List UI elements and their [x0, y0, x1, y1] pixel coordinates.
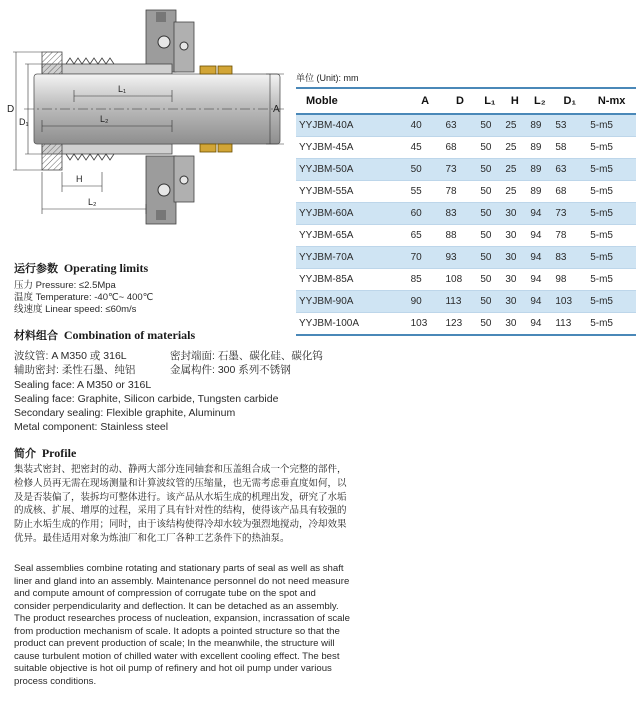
table-cell: 5-m5: [587, 159, 636, 181]
profile-en-paragraph: Seal assemblies combine rotating and stationary parts of seal as well as shaft liner and gland into an assembly. Maintenance personnel do not need measure and compute amount of compression of corrugate tube on the spot and consider perpendicularity and deflection. It can be detached as an assembly. The product researches process of nucleation, expansion, incrassation of scale from production mechanism of scale. It adopts a pointed structure so that the product can prevent production of scale; In the meanwhile, the structure will cause turbulent motion of chilled water with excellent cooling effect. The best suitable objective is hot oil pump of refinery and hot oil pump under various process conditions.: [14, 563, 350, 687]
table-cell: 83: [442, 203, 477, 225]
model-cell: YYJBM-85A: [296, 269, 408, 291]
table-cell: 40: [408, 114, 443, 137]
table-cell: 5-m5: [587, 137, 636, 159]
table-cell: 113: [552, 313, 587, 336]
table-cell: 90: [408, 291, 443, 313]
table-cell: 5-m5: [587, 269, 636, 291]
material-en-line-4: Metal component: Stainless steel: [14, 421, 169, 433]
table-cell: 94: [527, 313, 552, 336]
dim-L1-label: L₁: [118, 84, 127, 94]
table-cell: 68: [552, 181, 587, 203]
model-cell: YYJBM-90A: [296, 291, 408, 313]
table-cell: 50: [477, 114, 502, 137]
header-L1: L₁: [477, 88, 502, 114]
material-en-line-3: Secondary sealing: Flexible graphite, Aluminum: [14, 407, 236, 419]
table-cell: 113: [442, 291, 477, 313]
table-cell: 5-m5: [587, 114, 636, 137]
material-metal-zh: 金属构件: 300 系列不锈钢: [170, 364, 291, 376]
dim-L2-bottom-label: L₂: [88, 197, 97, 207]
model-cell: YYJBM-45A: [296, 137, 408, 159]
model-cell: YYJBM-60A: [296, 203, 408, 225]
table-header-row: [296, 88, 636, 114]
table-cell: 58: [552, 137, 587, 159]
table-cell: 83: [552, 247, 587, 269]
profile-title-zh: 简介: [14, 447, 36, 460]
table-row: [296, 137, 636, 159]
dim-L2-inner-label: L₂: [100, 114, 109, 124]
table-cell: 25: [502, 181, 527, 203]
table-cell: 25: [502, 137, 527, 159]
table-cell: 50: [477, 203, 502, 225]
table-cell: 98: [552, 269, 587, 291]
table-row: [296, 269, 636, 291]
header-D1: D₁: [552, 88, 587, 114]
model-cell: YYJBM-65A: [296, 225, 408, 247]
model-cell: YYJBM-40A: [296, 114, 408, 137]
table-cell: 50: [408, 159, 443, 181]
table-cell: 94: [527, 247, 552, 269]
table-cell: 30: [502, 313, 527, 336]
table-row: [296, 313, 636, 336]
table-cell: 94: [527, 203, 552, 225]
model-cell: YYJBM-55A: [296, 181, 408, 203]
table-row: [296, 181, 636, 203]
table-cell: 50: [477, 247, 502, 269]
table-row: [296, 203, 636, 225]
header-L2: L₂: [527, 88, 552, 114]
table-cell: 89: [527, 159, 552, 181]
model-cell: YYJBM-100A: [296, 313, 408, 336]
table-cell: 25: [502, 159, 527, 181]
model-cell: YYJBM-50A: [296, 159, 408, 181]
material-en-line-1: Sealing face: A M350 or 316L: [14, 379, 152, 391]
table-cell: 85: [408, 269, 443, 291]
header-H: H: [502, 88, 527, 114]
table-cell: 5-m5: [587, 181, 636, 203]
table-cell: 108: [442, 269, 477, 291]
table-cell: 78: [552, 225, 587, 247]
table-cell: 94: [527, 269, 552, 291]
table-cell: 88: [442, 225, 477, 247]
header-N-mx: N-mx: [587, 88, 636, 114]
table-cell: 30: [502, 203, 527, 225]
table-cell: 50: [477, 291, 502, 313]
table-row: [296, 247, 636, 269]
profile-title-en: Profile: [41, 446, 77, 460]
table-cell: 30: [502, 225, 527, 247]
table-row: [296, 291, 636, 313]
operating-title-zh: 运行参数: [14, 262, 58, 275]
dim-D-label: D: [7, 104, 15, 115]
table-cell: 50: [477, 181, 502, 203]
table-cell: 5-m5: [587, 313, 636, 336]
table-cell: 55: [408, 181, 443, 203]
table-cell: 63: [552, 159, 587, 181]
table-cell: 70: [408, 247, 443, 269]
table-row: [296, 225, 636, 247]
table-cell: 50: [477, 137, 502, 159]
materials-title-en: Combination of materials: [63, 328, 196, 342]
operating-limits-title: [14, 260, 148, 276]
table-cell: 50: [477, 313, 502, 336]
table-cell: 63: [442, 114, 477, 137]
header-D: D: [442, 88, 477, 114]
material-seal-face-zh: 密封端面: 石墨、碳化硅、碳化钨: [170, 350, 323, 362]
table-cell: 93: [442, 247, 477, 269]
unit-label: 单位 (Unit): mm: [296, 73, 359, 83]
table-cell: 30: [502, 247, 527, 269]
pressure-line: 压力 Pressure: ≤2.5Mpa: [14, 280, 116, 291]
table-cell: 89: [527, 137, 552, 159]
dim-H-label: H: [76, 174, 83, 184]
header-A: A: [408, 88, 443, 114]
table-cell: 30: [502, 269, 527, 291]
temperature-line: 温度 Temperature: -40℃~ 400℃: [14, 292, 154, 303]
operating-title-en: Operating limits: [63, 261, 149, 275]
table-cell: 53: [552, 114, 587, 137]
table-cell: 5-m5: [587, 247, 636, 269]
table-cell: 73: [442, 159, 477, 181]
table-row: [296, 114, 636, 137]
table-cell: 68: [442, 137, 477, 159]
profile-title: [14, 445, 76, 461]
table-cell: 89: [527, 181, 552, 203]
materials-title-zh: 材料组合: [14, 329, 58, 342]
table-cell: 65: [408, 225, 443, 247]
model-cell: YYJBM-70A: [296, 247, 408, 269]
spec-table: [296, 87, 636, 336]
table-cell: 25: [502, 114, 527, 137]
table-cell: 103: [552, 291, 587, 313]
table-cell: 103: [408, 313, 443, 336]
linear-speed-line: 线速度 Linear speed: ≤60m/s: [14, 304, 137, 315]
material-bellows: 波纹管: A M350 或 316L: [14, 350, 127, 362]
dim-D1-label: D₁: [19, 117, 29, 127]
table-cell: 5-m5: [587, 203, 636, 225]
table-cell: 50: [477, 225, 502, 247]
materials-title: [14, 327, 195, 343]
table-cell: 50: [477, 269, 502, 291]
seal-cross-section-drawing: [4, 4, 290, 254]
table-cell: 94: [527, 225, 552, 247]
table-cell: 60: [408, 203, 443, 225]
table-cell: 73: [552, 203, 587, 225]
table-cell: 5-m5: [587, 291, 636, 313]
table-body: [296, 114, 636, 335]
table-cell: 123: [442, 313, 477, 336]
table-cell: 30: [502, 291, 527, 313]
table-cell: 89: [527, 114, 552, 137]
profile-zh-paragraph: 集装式密封、把密封的动、静两大部分连同轴套和压盖组合成一个完整的部件，检修人员再无需在现场测量和计算波纹管的压缩量，也无需考虑垂直度如何，以及是否装偏了，装拆均可整体进行。该产品从水垢生成的机理出发，研究了水垢的成核、扩展、增厚的过程，采用了具有针对性的结构，使得该产品具有较强的防止水垢生成的作用；同时，由于该结构使得冷却水较为强烈地搅动，冷却效果优异。最佳适用对象为炼油厂和化工厂各种工艺条件下的热油泵。: [14, 464, 347, 544]
dim-A-label: A: [273, 104, 280, 115]
table-cell: 78: [442, 181, 477, 203]
material-en-line-2: Sealing face: Graphite, Silicon carbide, Tungsten carbide: [14, 393, 279, 405]
header-model: Moble: [296, 88, 408, 114]
table-cell: 5-m5: [587, 225, 636, 247]
table-cell: 94: [527, 291, 552, 313]
table-cell: 50: [477, 159, 502, 181]
table-row: [296, 159, 636, 181]
material-secondary-zh: 辅助密封: 柔性石墨、纯铝: [14, 364, 136, 376]
table-cell: 45: [408, 137, 443, 159]
